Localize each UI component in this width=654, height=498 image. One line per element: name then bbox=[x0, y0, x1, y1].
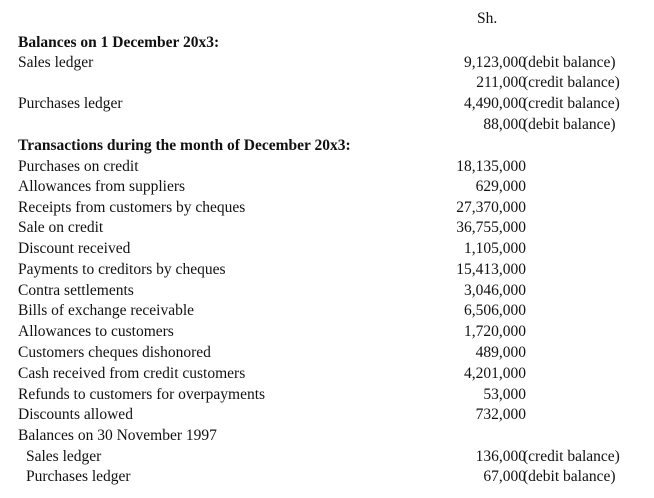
opening-balances-heading: Balances on 1 December 20x3: bbox=[18, 34, 220, 51]
transaction-row bbox=[18, 239, 638, 259]
transaction-amount: 4,201,000 bbox=[464, 365, 526, 382]
transaction-row bbox=[18, 177, 638, 197]
transaction-amount: 18,135,000 bbox=[456, 158, 526, 175]
transaction-label: Cash received from credit customers bbox=[18, 365, 246, 382]
transaction-row bbox=[18, 281, 638, 301]
opening-sales-ledger-label: Sales ledger bbox=[18, 54, 94, 71]
closing-purchases-ledger-amount: 67,000 bbox=[483, 468, 526, 485]
opening-sales-ledger-debit: 9,123,000 bbox=[464, 54, 526, 71]
transaction-amount: 1,720,000 bbox=[464, 323, 526, 340]
transaction-row bbox=[18, 218, 638, 238]
closing-sales-ledger-row bbox=[18, 447, 638, 467]
transaction-row bbox=[18, 343, 638, 363]
transaction-label: Refunds to customers for overpayments bbox=[18, 386, 266, 403]
closing-balances-heading-row bbox=[18, 426, 638, 446]
transaction-amount: 15,413,000 bbox=[456, 261, 526, 278]
transaction-amount: 732,000 bbox=[475, 406, 526, 423]
transactions-heading: Transactions during the month of December 20x3: bbox=[18, 137, 351, 154]
opening-sales-ledger-debit-note: (debit balance) bbox=[523, 54, 616, 71]
transaction-amount: 27,370,000 bbox=[456, 199, 526, 216]
transactions-heading-row bbox=[18, 136, 638, 156]
transaction-row bbox=[18, 157, 638, 177]
closing-purchases-ledger-row bbox=[18, 467, 638, 487]
opening-purchases-ledger-credit: 4,490,000 bbox=[464, 95, 526, 112]
transaction-amount: 53,000 bbox=[483, 386, 526, 403]
transaction-label: Discount received bbox=[18, 240, 131, 257]
closing-purchases-ledger-note: (debit balance) bbox=[523, 468, 616, 485]
transaction-row bbox=[18, 322, 638, 342]
closing-purchases-ledger-label: Purchases ledger bbox=[26, 468, 131, 485]
transaction-row bbox=[18, 364, 638, 384]
opening-purchases-ledger-debit-row bbox=[18, 115, 638, 135]
transaction-label: Allowances from suppliers bbox=[18, 178, 186, 195]
opening-purchases-ledger-row bbox=[18, 94, 638, 114]
transaction-label: Receipts from customers by cheques bbox=[18, 199, 246, 216]
transaction-label: Discounts allowed bbox=[18, 406, 133, 423]
opening-sales-ledger-credit-note: (credit balance) bbox=[523, 74, 620, 91]
opening-balances-heading-row bbox=[18, 33, 638, 53]
transaction-label: Allowances to customers bbox=[18, 323, 174, 340]
transaction-amount: 6,506,000 bbox=[464, 302, 526, 319]
transaction-row bbox=[18, 198, 638, 218]
transaction-row bbox=[18, 260, 638, 280]
transaction-amount: 489,000 bbox=[475, 344, 526, 361]
transaction-amount: 1,105,000 bbox=[464, 240, 526, 257]
transaction-row bbox=[18, 405, 638, 425]
closing-sales-ledger-note: (credit balance) bbox=[523, 448, 620, 465]
opening-purchases-ledger-debit: 88,000 bbox=[483, 116, 526, 133]
transaction-label: Payments to creditors by cheques bbox=[18, 261, 226, 278]
opening-purchases-ledger-credit-note: (credit balance) bbox=[523, 95, 620, 112]
transaction-label: Purchases on credit bbox=[18, 158, 139, 175]
opening-sales-ledger-credit-row bbox=[18, 73, 638, 93]
closing-balances-heading: Balances on 30 November 1997 bbox=[18, 427, 217, 444]
opening-sales-ledger-credit: 211,000 bbox=[476, 74, 526, 91]
opening-purchases-ledger-debit-note: (debit balance) bbox=[523, 116, 616, 133]
transaction-label: Customers cheques dishonored bbox=[18, 344, 211, 361]
transaction-label: Bills of exchange receivable bbox=[18, 302, 195, 319]
opening-sales-ledger-row bbox=[18, 53, 638, 73]
currency-header: Sh. bbox=[477, 10, 498, 27]
transaction-row bbox=[18, 301, 638, 321]
transaction-label: Sale on credit bbox=[18, 219, 104, 236]
transaction-label: Contra settlements bbox=[18, 282, 134, 299]
transaction-amount: 3,046,000 bbox=[464, 282, 526, 299]
closing-sales-ledger-label: Sales ledger bbox=[26, 448, 102, 465]
transaction-amount: 36,755,000 bbox=[456, 219, 526, 236]
opening-purchases-ledger-label: Purchases ledger bbox=[18, 95, 123, 112]
transaction-amount: 629,000 bbox=[475, 178, 526, 195]
closing-sales-ledger-amount: 136,000 bbox=[475, 448, 526, 465]
transaction-row bbox=[18, 385, 638, 405]
